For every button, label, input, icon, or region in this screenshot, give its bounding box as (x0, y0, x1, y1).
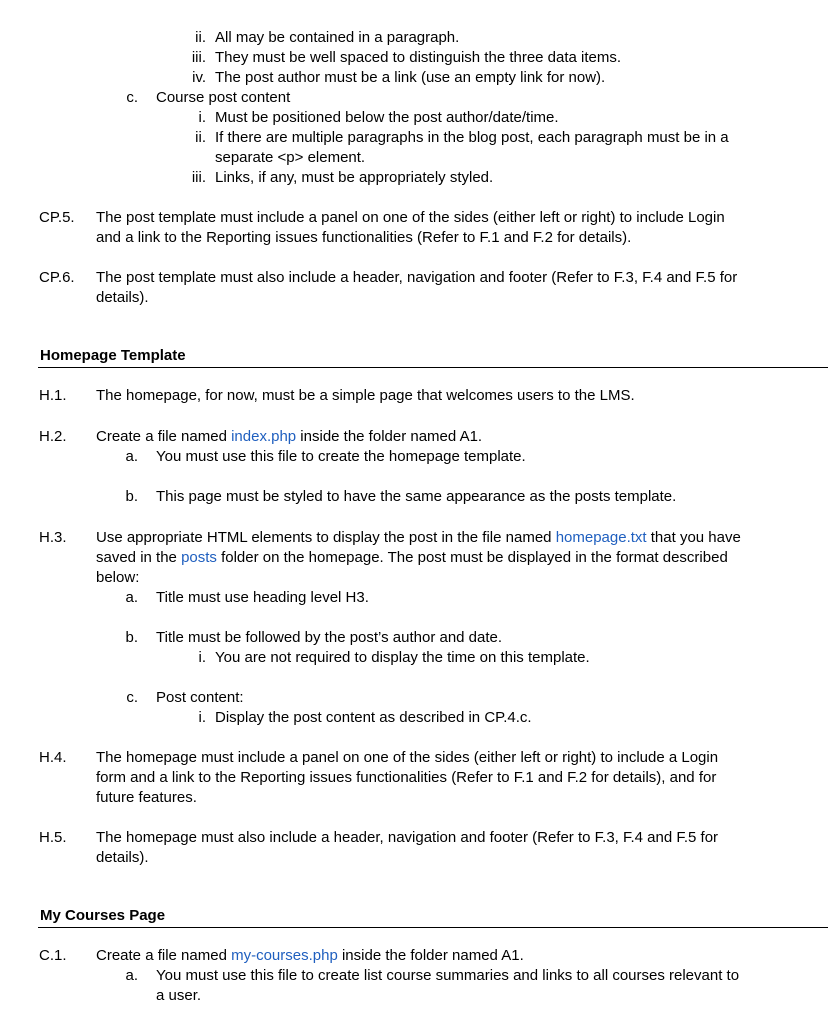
folder-link-posts[interactable]: posts (181, 549, 217, 566)
file-link-index-php[interactable]: index.php (231, 428, 297, 445)
requirement-text: The post template must include a panel on one of the sides (either left or right) to include Login (96, 209, 725, 226)
list-item-text: You are not required to display the time on this template. (215, 649, 590, 666)
list-letter: a. (125, 967, 138, 984)
list-letter: c. (126, 689, 138, 706)
requirement-text: future features. (96, 789, 197, 806)
section-divider (38, 927, 828, 928)
requirement-text: details). (96, 849, 149, 866)
list-item-text: a user. (156, 987, 202, 1004)
list-item-text: Display the post content as described in CP.4.c. (215, 709, 532, 726)
requirement-text (96, 427, 482, 447)
list-letter: a. (125, 448, 138, 465)
list-item-text: The post author must be a link (use an empty link for now). (215, 69, 606, 86)
section-heading-homepage: Homepage Template (40, 347, 186, 364)
text-segment: inside the folder named A1. (296, 428, 483, 445)
list-number: iii. (191, 49, 206, 66)
requirement-label: H.3. (39, 529, 67, 546)
text-segment: Use appropriate HTML elements to display the post in the file named (96, 529, 556, 546)
requirement-text: and a link to the Reporting issues functionalities (Refer to F.1 and F.2 for details). (96, 229, 632, 246)
requirement-label: C.1. (39, 947, 67, 964)
text-segment: folder on the homepage. The post must be displayed in the format described (216, 549, 728, 566)
list-number: i. (198, 109, 206, 126)
list-item-text: If there are multiple paragraphs in the blog post, each paragraph must be in a (215, 129, 729, 146)
requirement-text (96, 528, 741, 548)
requirement-label: H.5. (39, 829, 67, 846)
list-item-text: Course post content (156, 89, 291, 106)
requirement-label: H.1. (39, 387, 67, 404)
list-item-text: This page must be styled to have the same appearance as the posts template. (156, 488, 677, 505)
list-item-text: separate <p> element. (215, 149, 366, 166)
list-item-text: Must be positioned below the post author/date/time. (215, 109, 559, 126)
list-item-text: Links, if any, must be appropriately styled. (215, 169, 494, 186)
requirement-text: The homepage must include a panel on one of the sides (either left or right) to include a Login (96, 749, 719, 766)
list-item-text: Post content: (156, 689, 244, 706)
list-letter: b. (125, 629, 138, 646)
list-item-text: Title must be followed by the post’s author and date. (156, 629, 503, 646)
file-link-my-courses-php[interactable]: my-courses.php (231, 947, 338, 964)
requirement-text: details). (96, 289, 149, 306)
list-number: i. (198, 649, 206, 666)
requirement-label: H.2. (39, 428, 67, 445)
list-number: iii. (191, 169, 206, 186)
text-segment: saved in the (96, 549, 182, 566)
list-letter: c. (126, 89, 138, 106)
requirement-text: The homepage must also include a header, navigation and footer (Refer to F.3, F.4 and F.5 for (96, 829, 719, 846)
list-letter: b. (125, 488, 138, 505)
list-number: i. (198, 709, 206, 726)
list-item-text: You must use this file to create list course summaries and links to all courses relevant to (156, 967, 740, 984)
requirement-text: form and a link to the Reporting issues functionalities (Refer to F.1 and F.2 for details), and for (96, 769, 717, 786)
list-item-text: They must be well spaced to distinguish the three data items. (215, 49, 622, 66)
requirement-label: CP.5. (39, 209, 75, 226)
requirement-text (96, 946, 524, 966)
requirement-text: The homepage, for now, must be a simple page that welcomes users to the LMS. (96, 387, 635, 404)
file-link-homepage-txt[interactable]: homepage.txt (555, 529, 647, 546)
requirement-label: H.4. (39, 749, 67, 766)
text-segment: inside the folder named A1. (337, 947, 524, 964)
list-item-text: All may be contained in a paragraph. (215, 29, 460, 46)
list-number: ii. (195, 129, 206, 146)
requirement-label: CP.6. (39, 269, 75, 286)
requirement-text (96, 548, 728, 568)
text-segment: that you have (646, 529, 741, 546)
list-number: ii. (195, 29, 206, 46)
requirement-text: below: (96, 569, 140, 586)
text-segment: Create a file named (96, 428, 232, 445)
section-divider (38, 367, 828, 368)
list-letter: a. (125, 589, 138, 606)
requirement-text: The post template must also include a header, navigation and footer (Refer to F.3, F.4 and F.5 for (96, 269, 738, 286)
list-number: iv. (192, 69, 206, 86)
text-segment: Create a file named (96, 947, 232, 964)
list-item-text: Title must use heading level H3. (156, 589, 369, 606)
section-heading-my-courses: My Courses Page (40, 907, 166, 924)
list-item-text: You must use this file to create the homepage template. (156, 448, 526, 465)
